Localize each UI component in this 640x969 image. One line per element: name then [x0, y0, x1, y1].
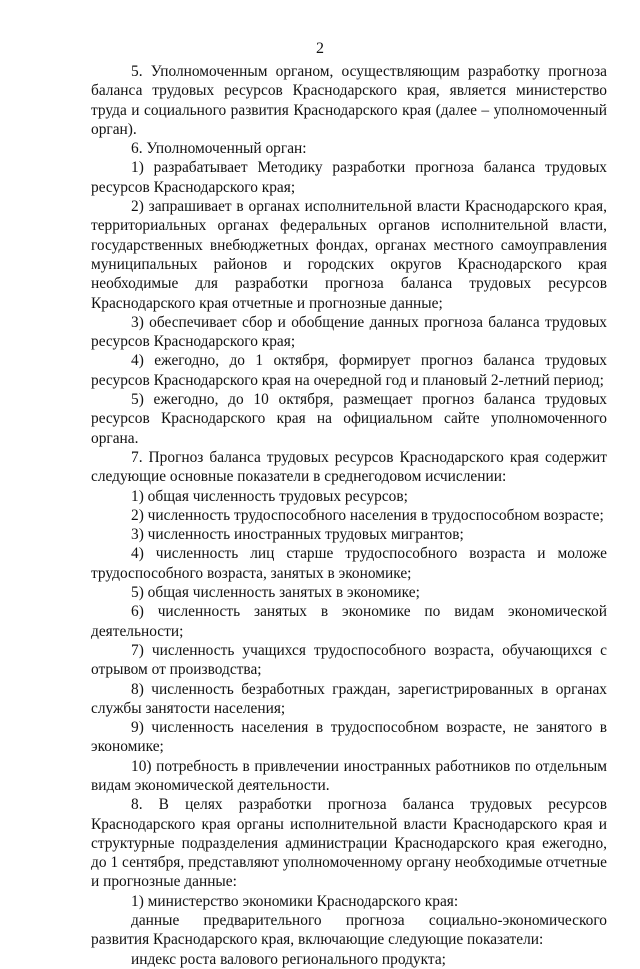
paragraph-6-heading: 6. Уполномоченный орган: [131, 140, 307, 158]
list-item: 6) численность занятых в экономике по видам экономической деятельности; [91, 603, 607, 640]
list-item: 5) ежегодно, до 10 октября, размещает прогноз баланса трудовых ресурсов Краснодарского края на официальном сайте уполномоченного органа. [91, 391, 607, 447]
paragraph-7-heading: 7. Прогноз баланса трудовых ресурсов Краснодарского края содержит следующие основные показатели в среднегодовом исчислении: [91, 448, 607, 486]
list-item: 1) общая численность трудовых ресурсов; [131, 487, 408, 505]
sub-paragraph: индекс роста валового регионального продукта; [131, 950, 446, 968]
paragraph-8-heading: 8. В целях разработки прогноза баланса трудовых ресурсов Краснодарского края органы исполнительной власти Краснодарского края и структурные подразделения администрации Краснодарского края ежегодно, до 1 сентября, представляют уполномоченному органу необходимые отчетные и прогнозные данные: [91, 796, 607, 891]
list-item: 5) общая численность занятых в экономике; [131, 584, 420, 602]
list-item: 8) численность безработных граждан, зарегистрированных в органах службы занятости населения; [91, 680, 607, 717]
list-item: 7) численность учащихся трудоспособного возраста, обучающихся с отрывом от производства; [91, 641, 607, 679]
list-item: 4) ежегодно, до 1 октября, формирует прогноз баланса трудовых ресурсов Краснодарского края на очередной год и плановый 2-летний период; [91, 352, 607, 389]
paragraph-5-authorized-body: 5. Уполномоченным органом, осуществляющим разработку прогноза баланса трудовых ресурсов Краснодарского края, является министерство труда и социального развития Краснодарского края (далее – уполномоченный орган). [91, 63, 607, 138]
list-item: 2) численность трудоспособного населения в трудоспособном возрасте; [131, 506, 604, 524]
list-item: 3) обеспечивает сбор и обобщение данных прогноза баланса трудовых ресурсов Краснодарского края; [91, 313, 607, 351]
list-item: 1) разрабатывает Методику разработки прогноза баланса трудовых ресурсов Краснодарского края; [91, 159, 607, 196]
list-item: 4) численность лиц старше трудоспособного возраста и моложе трудоспособного возраста, занятых в экономике; [91, 545, 607, 582]
document-body [91, 62, 607, 969]
sub-paragraph: данные предварительного прогноза социально-экономического развития Краснодарского края, включающие следующие показатели: [91, 912, 607, 949]
page-number: 2 [316, 40, 324, 57]
list-item: 10) потребность в привлечении иностранных работников по отдельным видам экономической деятельности. [91, 757, 607, 794]
list-item: 1) министерство экономики Краснодарского края: [131, 892, 459, 910]
list-item: 3) численность иностранных трудовых мигрантов; [131, 526, 464, 544]
list-item: 9) численность населения в трудоспособном возрасте, не занятого в экономике; [91, 719, 607, 756]
list-item: 2) запрашивает в органах исполнительной власти Краснодарского края, территориальных органах федеральных органов исполнительной власти, государственных внебюджетных фондах, органах местного самоуправления муниципальных районов и городских округов Краснодарского края необходимые для разработки прогноза баланса трудовых ресурсов Краснодарского края отчетные и прогнозные данные; [91, 198, 607, 312]
